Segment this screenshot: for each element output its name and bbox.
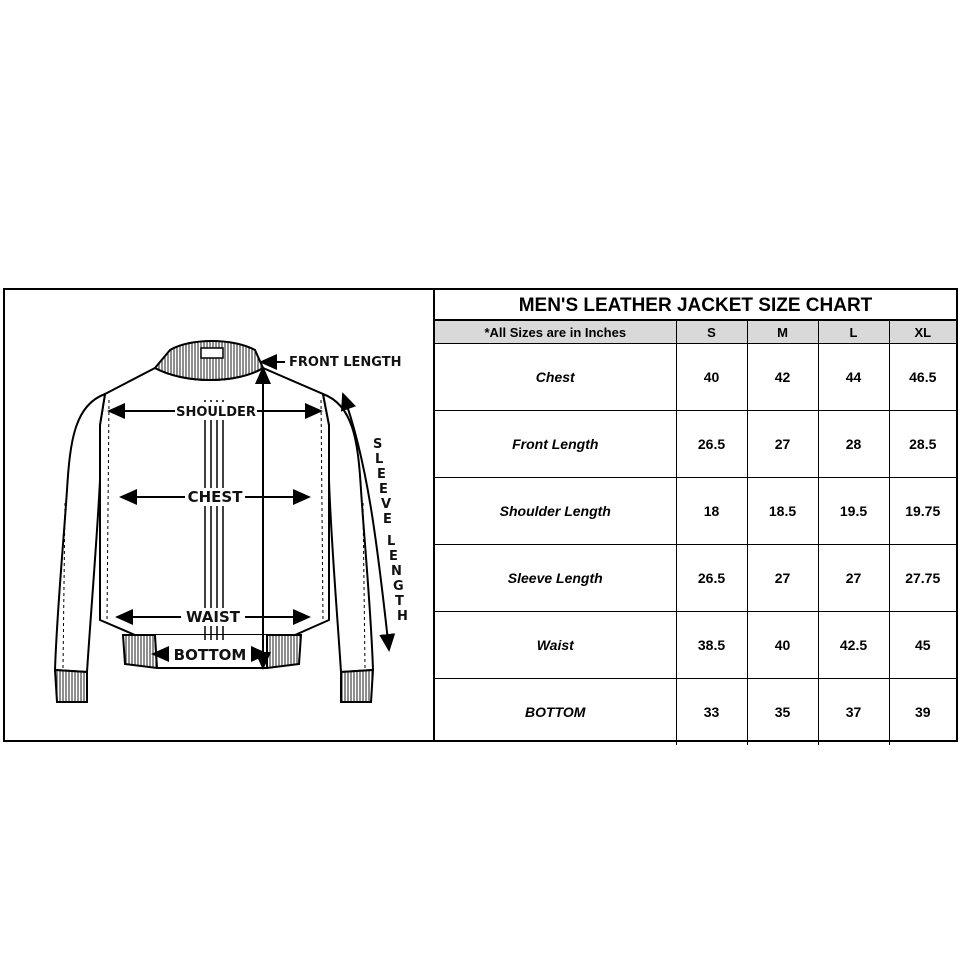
chart-title: MEN'S LEATHER JACKET SIZE CHART (435, 290, 956, 320)
sleeve-letter: E (389, 549, 398, 564)
front-length-label: FRONT LENGTH (289, 355, 402, 370)
table-cell: 19.75 (889, 478, 956, 545)
bottom-label: BOTTOM (173, 646, 247, 664)
table-cell: 18.5 (747, 478, 818, 545)
collar (155, 341, 263, 380)
table-cell: 26.5 (676, 545, 747, 612)
row-label: Chest (435, 344, 676, 411)
right-cuff (341, 670, 373, 702)
sleeve-letter: L (375, 452, 384, 467)
shoulder-label: SHOULDER (176, 405, 256, 420)
table-cell: 28.5 (889, 411, 956, 478)
table-cell: 42.5 (818, 612, 889, 679)
table-cell: 27 (818, 545, 889, 612)
table-cell: 19.5 (818, 478, 889, 545)
header-size-xl: XL (889, 321, 956, 344)
table-cell: 18 (676, 478, 747, 545)
sleeve-letter: G (393, 579, 404, 594)
row-label: Shoulder Length (435, 478, 676, 545)
header-size-l: L (818, 321, 889, 344)
table-cell: 33 (676, 679, 747, 746)
table-row (435, 411, 956, 478)
header-note: *All Sizes are in Inches (435, 321, 676, 344)
table-header-row (435, 321, 956, 344)
table-row (435, 344, 956, 411)
sleeve-letter: S (373, 437, 383, 452)
table-row (435, 612, 956, 679)
table-row (435, 679, 956, 746)
chest-label: CHEST (187, 488, 243, 506)
table-row (435, 545, 956, 612)
waistband-right (267, 635, 301, 668)
table-cell: 45 (889, 612, 956, 679)
sleeve-length-label (373, 437, 408, 624)
sleeve-letter: L (387, 534, 396, 549)
table-cell: 46.5 (889, 344, 956, 411)
table-cell: 27 (747, 545, 818, 612)
waistband-left (123, 635, 157, 668)
sleeve-letter: H (397, 609, 408, 624)
table-cell: 26.5 (676, 411, 747, 478)
table-row (435, 478, 956, 545)
header-size-m: M (747, 321, 818, 344)
right-sleeve (323, 394, 373, 672)
size-chart (435, 290, 956, 740)
table-cell: 40 (747, 612, 818, 679)
sleeve-letter: N (391, 564, 402, 579)
table-cell: 40 (676, 344, 747, 411)
sleeve-letter: E (379, 482, 388, 497)
table-cell: 39 (889, 679, 956, 746)
sleeve-letter: E (383, 512, 392, 527)
table-cell: 42 (747, 344, 818, 411)
jacket-illustration (5, 290, 433, 740)
left-sleeve (55, 394, 105, 672)
table-cell: 44 (818, 344, 889, 411)
sleeve-letter: V (381, 497, 392, 512)
table-cell: 37 (818, 679, 889, 746)
jacket-diagram (5, 290, 433, 740)
sleeve-letter: E (377, 467, 386, 482)
row-label: Sleeve Length (435, 545, 676, 612)
size-chart-frame (3, 288, 958, 742)
table-cell: 27.75 (889, 545, 956, 612)
row-label: BOTTOM (435, 679, 676, 746)
left-cuff (55, 670, 87, 702)
table-cell: 27 (747, 411, 818, 478)
table-cell: 35 (747, 679, 818, 746)
row-label: Front Length (435, 411, 676, 478)
sleeve-letter: T (395, 594, 404, 609)
size-table (435, 320, 956, 745)
waist-label: WAIST (185, 608, 241, 626)
table-cell: 38.5 (676, 612, 747, 679)
row-label: Waist (435, 612, 676, 679)
header-size-s: S (676, 321, 747, 344)
table-cell: 28 (818, 411, 889, 478)
